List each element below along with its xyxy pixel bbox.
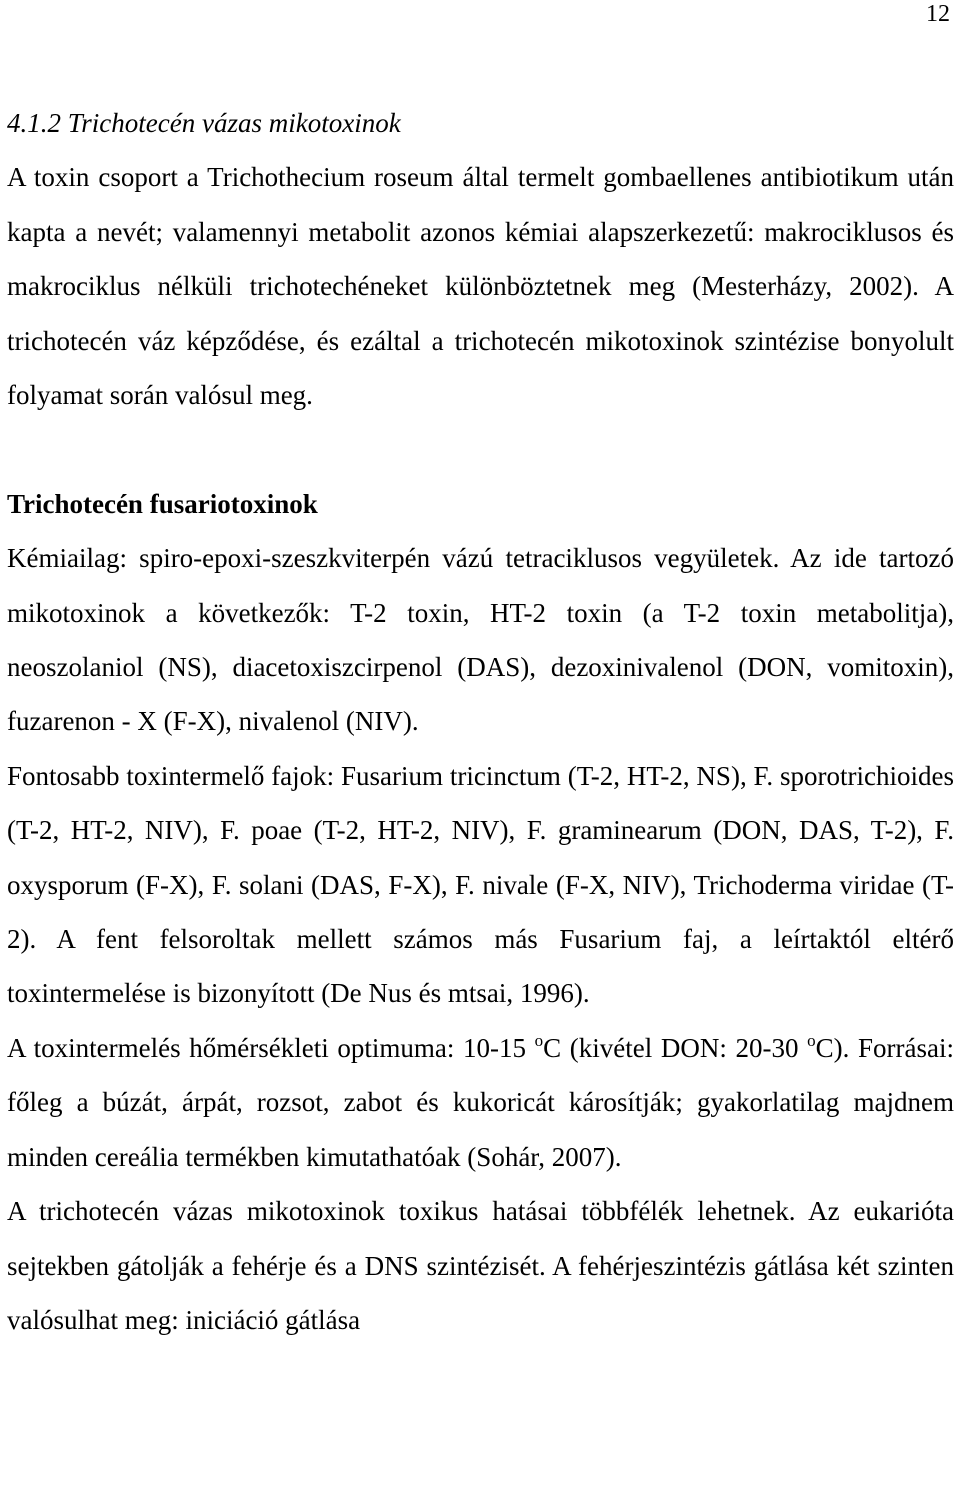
subheading-fusariotoxins: Trichotecén fusariotoxinok bbox=[7, 488, 318, 519]
section-heading: 4.1.2 Trichotecén vázas mikotoxinok bbox=[7, 108, 401, 138]
temperature-text-2: C (kivétel DON: 20-30 bbox=[543, 1032, 808, 1063]
degree-superscript-1: o bbox=[534, 1030, 544, 1050]
document-body bbox=[7, 96, 954, 1347]
effects-paragraph: A trichotecén vázas mikotoxinok toxikus hatásai többfélék lehetnek. Az eukarióta sejtekben gátolják a fehérje és a DNS szintézisét. A fehérjeszintézis gátlása két szinten valósulhat meg: iniciáció gátlása bbox=[7, 1196, 954, 1335]
producers-paragraph: Fontosabb toxintermelő fajok: Fusarium tricinctum (T-2, HT-2, NS), F. sporotrichioides (T-2, HT-2, NIV), F. poae (T-2, HT-2, NIV), F. graminearum (DON, DAS, T-2), F. oxysporum (F-X), F. solani (DAS, F-X), F. nivale (F-X, NIV), Trichoderma viridae (T-2). A fent felsoroltak mellett számos más Fusarium faj, a leírtaktól eltérő toxintermelése is bizonyított (De Nus és mtsai, 1996). bbox=[7, 760, 954, 1009]
chemical-paragraph: Kémiailag: spiro-epoxi-szeszkviterpén vázú tetraciklusos vegyületek. Az ide tartozó mikotoxinok a következők: T-2 toxin, HT-2 toxin (a T-2 toxin metabolitja), neoszolaniol (NS), diacetoxiszcirpenol (DAS), dezoxinivalenol (DON, vomitoxin), fuzarenon - X (F-X), nivalenol (NIV). bbox=[7, 543, 954, 737]
temperature-text-3: C). Forrásai: főleg a búzát, árpát, rozsot, zabot és kukoricát károsítják; gyakorlatilag majdnem minden cereália termékben kimutathatóak (Sohár, 2007). bbox=[7, 1032, 955, 1172]
paragraph-spacer bbox=[7, 422, 954, 476]
temperature-paragraph bbox=[7, 1021, 954, 1184]
page-number: 12 bbox=[926, 1, 950, 27]
degree-superscript-2: o bbox=[807, 1030, 816, 1050]
intro-paragraph: A toxin csoport a Trichothecium roseum által termelt gombaellenes antibiotikum után kapta a nevét; valamennyi metabolit azonos kémiai alapszerkezetű: makrociklusos és makrociklus nélküli trichotechéneket különböztetnek meg (Mesterházy, 2002). A trichotecén váz képződése, és ezáltal a trichotecén mikotoxinok szintézise bonyolult folyamat során valósul meg. bbox=[7, 162, 954, 411]
temperature-text-1: A toxintermelés hőmérsékleti optimuma: 10-15 bbox=[7, 1032, 535, 1063]
